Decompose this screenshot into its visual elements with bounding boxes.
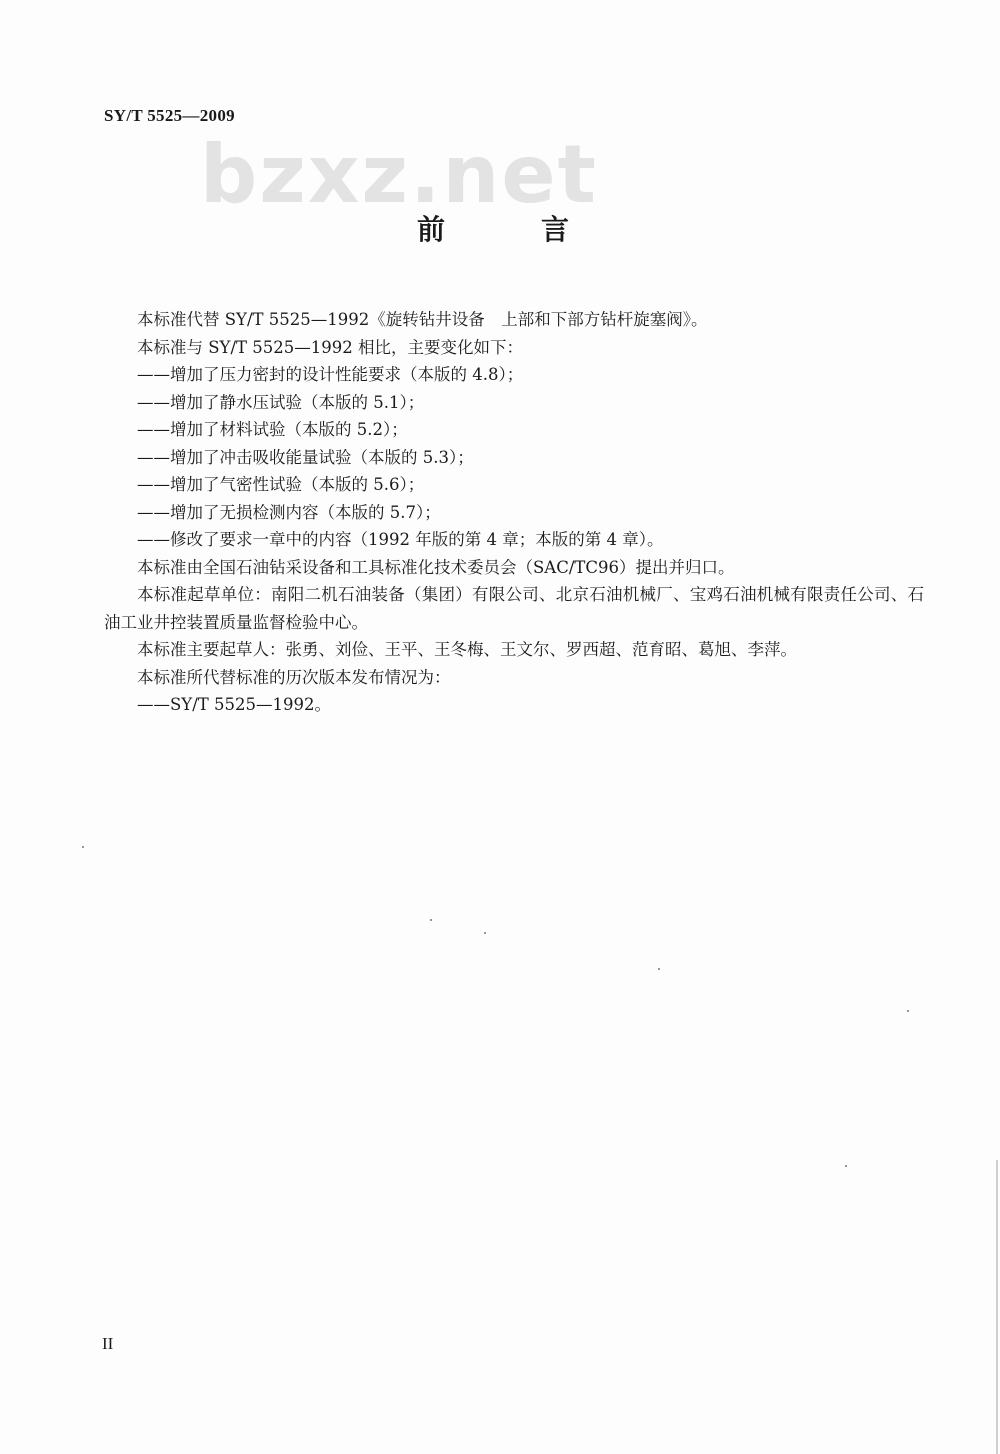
change-item: ——增加了无损检测内容（本版的 5.7）； (137, 502, 441, 522)
paragraph-replaces: 本标准代替 SY/T 5525—1992《旋转钻井设备 上部和下部方钻杆旋塞阀》。 (137, 310, 708, 329)
scan-edge-line (996, 1160, 998, 1454)
change-item: ——增加了静水压试验（本版的 5.1）； (137, 392, 425, 412)
page-number: II (102, 1334, 114, 1353)
change-item: ——增加了气密性试验（本版的 5.6）； (137, 475, 425, 494)
history-item: ——SY/T 5525—1992。 (137, 695, 331, 714)
section-title: 前 言 (416, 213, 603, 246)
scan-speck (82, 846, 84, 848)
change-item: ——修改了要求一章中的内容（1992 年版的第 4 章；本版的第 4 章）。 (137, 530, 664, 549)
change-item: ——增加了材料试验（本版的 5.2）； (137, 420, 408, 439)
paragraph-history-intro: 本标准所代替标准的历次版本发布情况为： (137, 667, 451, 687)
paragraph-drafters: 本标准主要起草人：张勇、刘俭、王平、王冬梅、王文尔、罗西超、范育昭、葛旭、李萍。 (137, 640, 797, 659)
scan-speck (484, 932, 486, 934)
paragraph-changes-intro: 本标准与 SY/T 5525—1992 相比，主要变化如下： (137, 337, 523, 357)
scan-speck (907, 1010, 909, 1012)
change-item: ——增加了压力密封的设计性能要求（本版的 4.8）； (137, 365, 524, 384)
scan-speck (430, 919, 432, 921)
paragraph-drafting-units: 本标准起草单位：南阳二机石油装备（集团）有限公司、北京石油机械厂、宝鸡石油机械有限责任公司、石油工业井控装置质量监督检验中心。 (104, 585, 924, 632)
scan-speck (658, 968, 660, 970)
scan-speck (845, 1165, 847, 1167)
change-item: ——增加了冲击吸收能量试验（本版的 5.3）； (137, 447, 474, 467)
standard-number: SY/T 5525—2009 (104, 106, 235, 125)
watermark-logo: bzxz.net (200, 128, 598, 221)
paragraph-proposer: 本标准由全国石油钻采设备和工具标准化技术委员会（SAC/TC96）提出并归口。 (137, 557, 735, 577)
foreword-body (104, 306, 924, 719)
